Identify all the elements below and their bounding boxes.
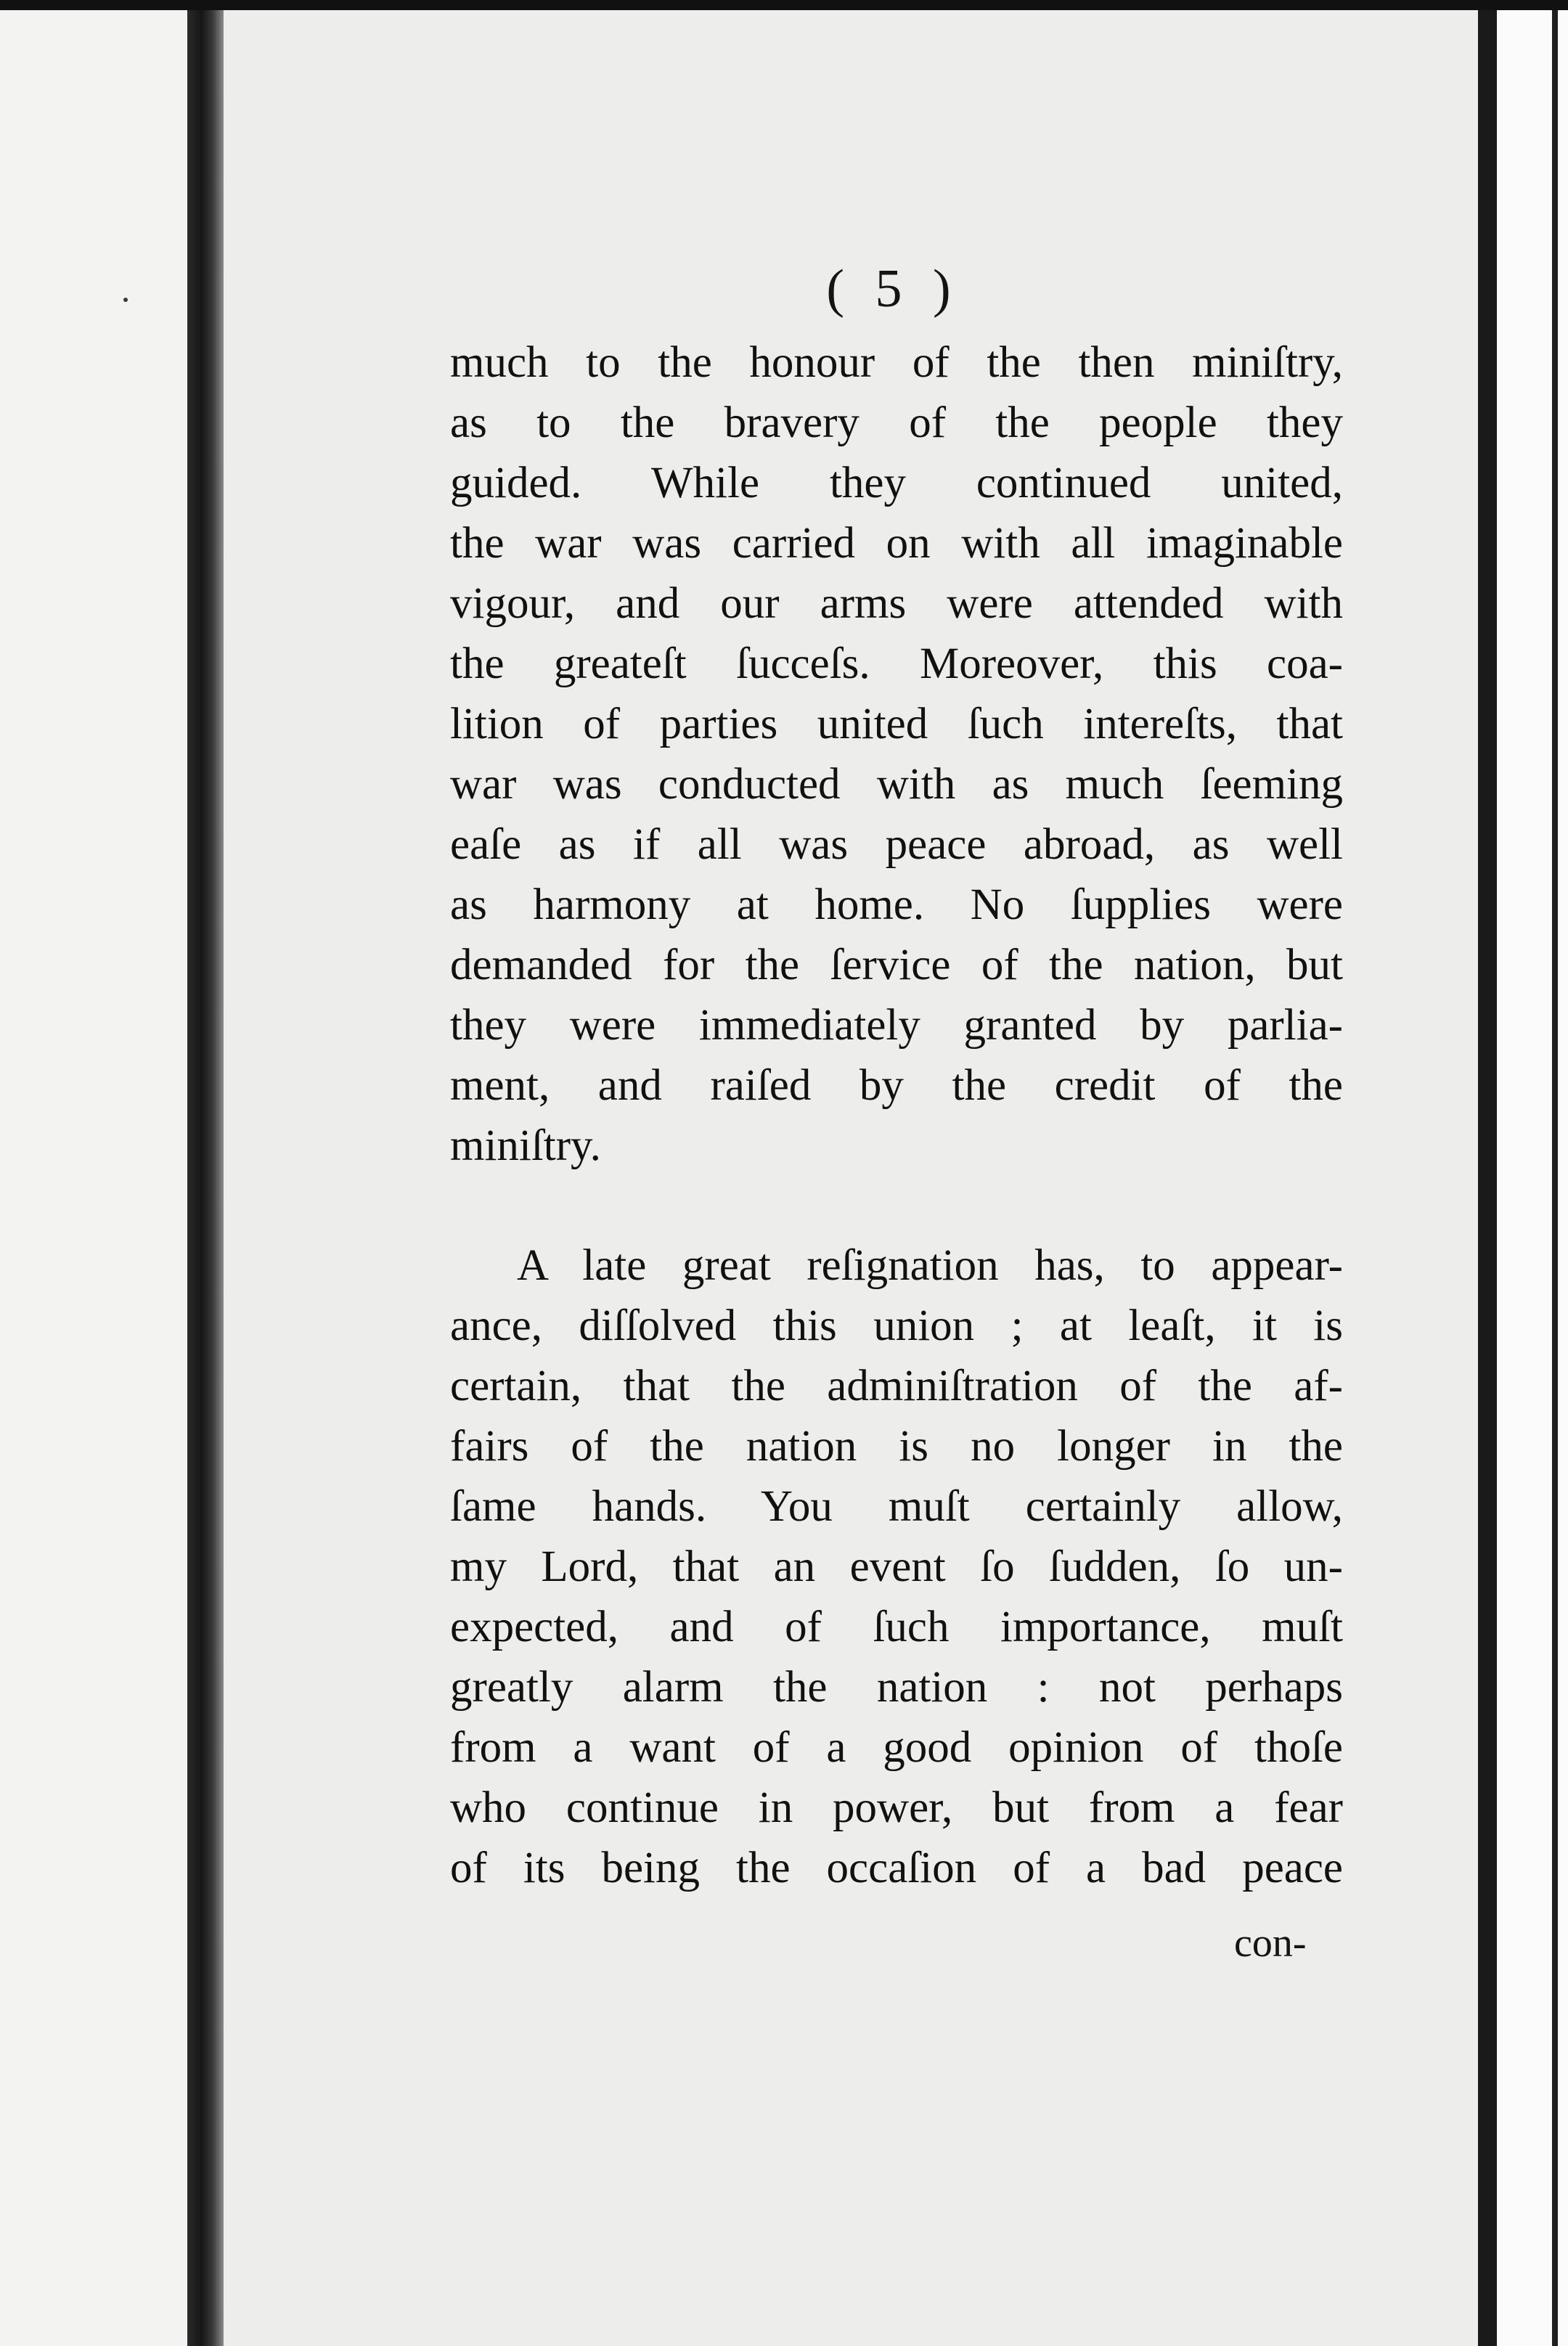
- text-line: the greateſt ſucceſs. Moreover, this coa-: [450, 639, 1343, 688]
- text-line: greatly alarm the nation : not perhaps: [450, 1663, 1343, 1712]
- page-number: ( 5 ): [826, 259, 960, 319]
- body-text: [450, 332, 1343, 1898]
- text-line: lition of parties united ſuch intereſts, that: [450, 700, 1343, 748]
- text-line: ance, diſſolved this union ; at leaſt, it is: [450, 1301, 1343, 1350]
- right-scan-border: [1552, 10, 1558, 2346]
- paragraph-1: [450, 332, 1343, 1176]
- text-line: my Lord, that an event ſo ſudden, ſo un-: [450, 1542, 1343, 1591]
- text-line: the war was carried on with all imaginable: [450, 519, 1343, 568]
- text-line: expected, and of ſuch importance, muſt: [450, 1603, 1343, 1651]
- facing-page-edge: [0, 10, 187, 2346]
- paragraph-2: [450, 1235, 1343, 1898]
- text-line: A late great reſignation has, to appear-: [517, 1241, 1343, 1290]
- text-line: much to the honour of the then miniſtry,: [450, 338, 1343, 387]
- text-line: ment, and raiſed by the credit of the: [450, 1061, 1343, 1110]
- scan-top-border: [0, 0, 1568, 10]
- text-line: certain, that the adminiſtration of the af-: [450, 1362, 1343, 1410]
- paragraph-spacer: [450, 1176, 1343, 1235]
- text-line: as harmony at home. No ſupplies were: [450, 880, 1343, 929]
- text-line: of its being the occaſion of a bad peace: [450, 1844, 1343, 1892]
- text-line: fairs of the nation is no longer in the: [450, 1422, 1343, 1471]
- text-line: as to the bravery of the people they: [450, 399, 1343, 447]
- right-page-edge-shadow: [1478, 10, 1497, 2346]
- text-line: from a want of a good opinion of thoſe: [450, 1723, 1343, 1772]
- text-line: demanded for the ſervice of the nation, but: [450, 941, 1343, 989]
- text-line: vigour, and our arms were attended with: [450, 579, 1343, 628]
- text-line: they were immediately granted by parlia-: [450, 1001, 1343, 1050]
- text-line: guided. While they continued united,: [450, 459, 1343, 507]
- text-line: eaſe as if all was peace abroad, as well: [450, 820, 1343, 869]
- text-line: ſame hands. You muſt certainly allow,: [450, 1482, 1343, 1531]
- catchword: con-: [1234, 1921, 1307, 1966]
- binding-gutter: [187, 10, 224, 2346]
- text-line: miniſtry.: [450, 1121, 601, 1170]
- text-line: who continue in power, but from a fear: [450, 1783, 1343, 1832]
- text-line: war was conducted with as much ſeeming: [450, 760, 1343, 809]
- page-bottom-margin: [224, 2279, 1478, 2346]
